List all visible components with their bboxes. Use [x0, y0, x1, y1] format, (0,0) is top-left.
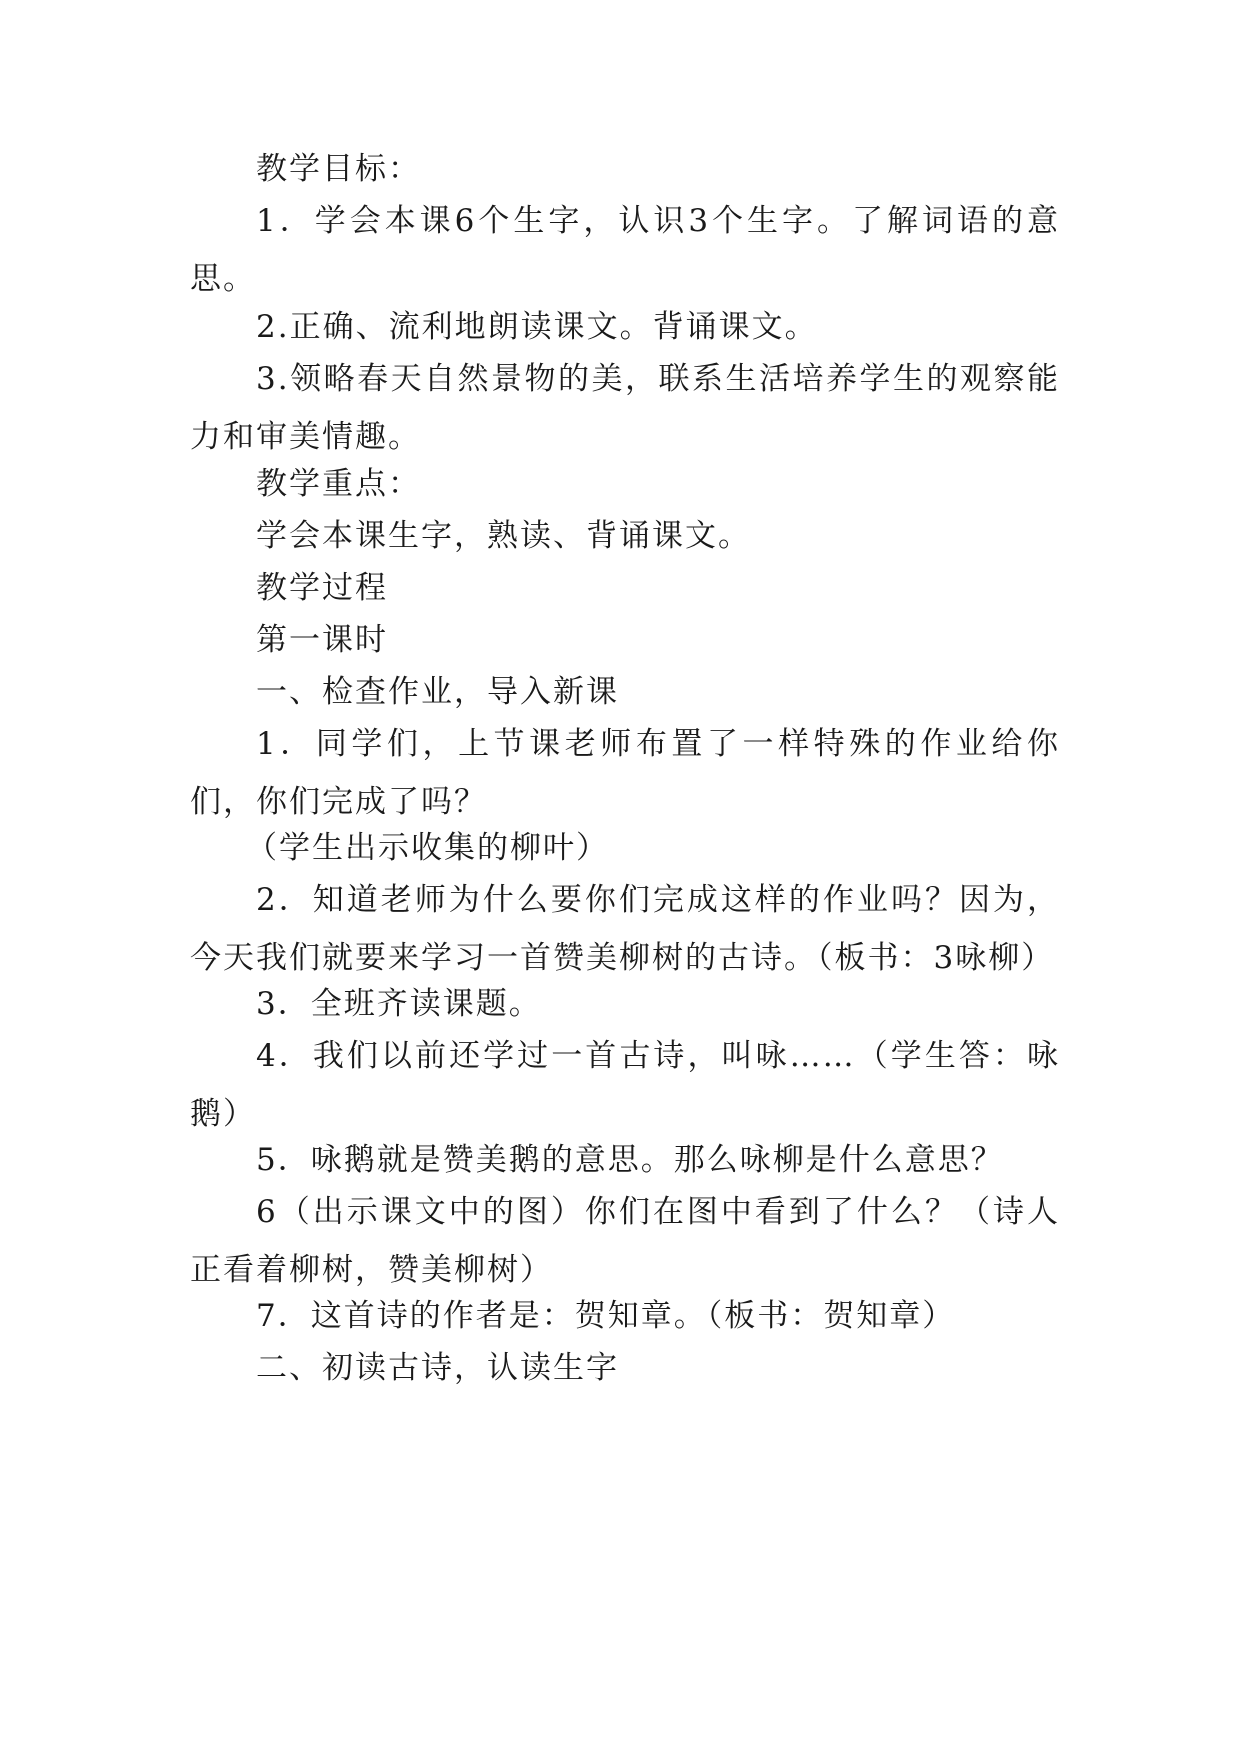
paragraph-heading-key-points: 教学重点： — [256, 466, 421, 502]
paragraph-key-points: 学会本课生字，熟读、背诵课文。 — [256, 518, 751, 554]
paragraph-student-action: （学生出示收集的柳叶） — [246, 830, 609, 866]
paragraph-step-6: 6（出示课文中的图）你们在图中看到了什么？（诗人正看着柳树，赞美柳树） — [190, 1194, 1060, 1288]
paragraph-objective-3: 3.领略春天自然景物的美，联系生活培养学生的观察能力和审美情趣。 — [190, 361, 1060, 455]
paragraph-step-7: 7．这首诗的作者是：贺知章。（板书：贺知章） — [256, 1298, 956, 1334]
paragraph-step-4: 4．我们以前还学过一首古诗，叫咏……（学生答：咏鹅） — [190, 1038, 1060, 1132]
paragraph-step-1: 1．同学们，上节课老师布置了一样特殊的作业给你们，你们完成了吗？ — [190, 726, 1060, 820]
paragraph-section-1: 一、检查作业，导入新课 — [256, 674, 619, 710]
paragraph-objective-2: 2.正确、流利地朗读课文。背诵课文。 — [256, 309, 818, 345]
paragraph-first-lesson: 第一课时 — [256, 622, 388, 658]
paragraph-objective-1: 1．学会本课6个生字，认识3个生字。了解词语的意思。 — [190, 203, 1060, 297]
paragraph-heading-process: 教学过程 — [256, 570, 388, 606]
paragraph-step-2: 2．知道老师为什么要你们完成这样的作业吗？因为，今天我们就要来学习一首赞美柳树的古诗。（板书：3咏柳） — [190, 882, 1060, 976]
paragraph-step-5: 5．咏鹅就是赞美鹅的意思。那么咏柳是什么意思？ — [256, 1142, 1004, 1178]
paragraph-step-3: 3．全班齐读课题。 — [256, 986, 542, 1022]
paragraph-heading-objectives: 教学目标： — [256, 151, 421, 187]
paragraph-section-2: 二、初读古诗，认读生字 — [256, 1350, 619, 1386]
